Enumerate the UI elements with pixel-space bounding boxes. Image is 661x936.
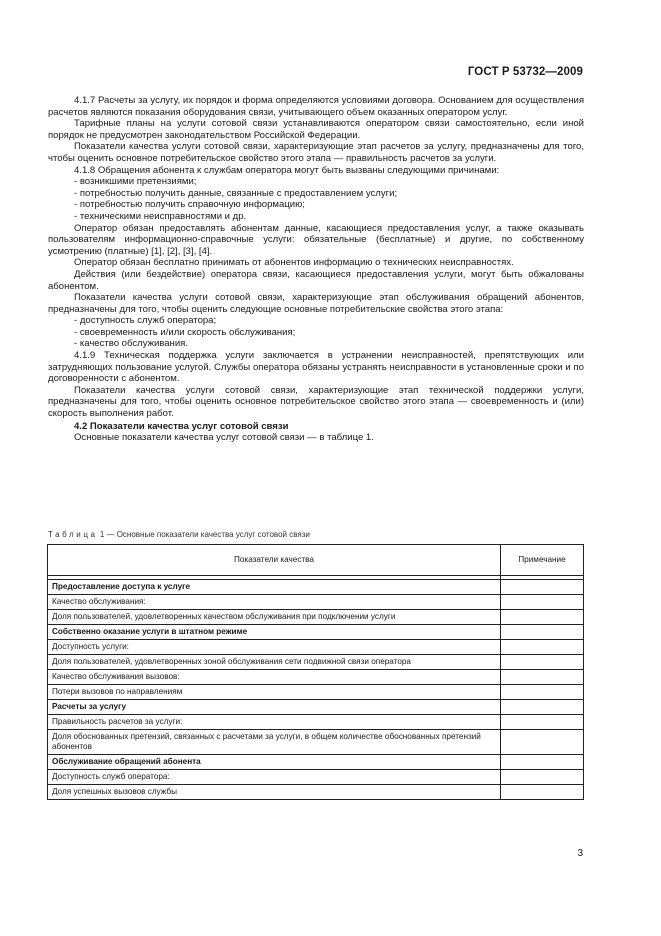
indicator-cell: Доступность услуги: [48,640,501,655]
table-section-row [48,580,584,595]
note-cell [501,770,584,785]
list-item: - техническими неисправностями и др. [74,210,247,222]
table-row [48,655,584,670]
table-section-row [48,700,584,715]
paragraph: 4.1.9 Техническая поддержка услуги заключается в устранении неисправностей, препятствующих или затрудняющих пользование услугой. Службы оператора обязаны устранять неисправности в установленные сроки и по договоренности с абонентом. [48,350,584,385]
list-item: - своевременность и/или скорость обслуживания; [74,326,296,338]
indicator-cell: Качество обслуживания: [48,595,501,610]
table-row [48,610,584,625]
page-number: 3 [577,848,583,859]
note-cell [501,625,584,640]
indicator-cell: Собственно оказание услуги в штатном режиме [48,625,501,640]
indicator-cell: Правильность расчетов за услуги: [48,715,501,730]
indicator-cell: Потери вызовов по направлениям [48,685,501,700]
indicator-cell: Доля пользователей, удовлетворенных качеством обслуживания при подключении услуги [48,610,501,625]
indicator-cell: Обслуживание обращений абонента [48,755,501,770]
document-number: ГОСТ Р 53732—2009 [467,66,583,78]
table-row [48,785,584,800]
note-cell [501,755,584,770]
note-cell [501,670,584,685]
paragraph: Показатели качества услуги сотовой связи, характеризующие этап обслуживания обращений абонентов, предназначены для того, чтобы оценить следующие основные потребительские свойства этого этапа: [48,292,584,315]
paragraph: Действия (или бездействие) оператора связи, касающиеся предоставления услуги, могут быть обжалованы абонентом. [48,268,584,292]
body-text [48,95,584,444]
list-item: - качество обслуживания. [74,338,188,350]
list-item: - доступность служб оператора; [74,315,217,327]
note-cell [501,580,584,595]
quality-indicators-table [47,544,584,800]
paragraph: 4.1.8 Обращения абонента к службам оператора могут быть вызваны следующими причинами: [74,164,500,176]
table-row [48,770,584,785]
table-section-row [48,625,584,640]
note-cell [501,700,584,715]
note-cell [501,715,584,730]
table-header-row [48,545,584,576]
paragraph: Показатели качества услуги сотовой связи, характеризующие этап технической поддержки услуги, предназначены для того, чтобы оценить основное потребительское свойство этого этапа — своевременность и (или) скорость выполнения работ. [48,384,584,420]
paragraph: Оператор обязан бесплатно принимать от абонентов информацию о технических неисправностях. [74,257,514,269]
table-header-note: Примечание [501,545,584,576]
table-caption [48,530,310,539]
note-cell [501,785,584,800]
paragraph: Основные показатели качества услуг сотовой связи — в таблице 1. [74,432,374,444]
section-heading: 4.2 Показатели качества услуг сотовой связи [74,420,289,432]
note-cell [501,610,584,625]
table-row [48,715,584,730]
table-row [48,670,584,685]
indicator-cell: Расчеты за услугу [48,700,501,715]
table-row [48,730,584,755]
indicator-cell: Предоставление доступа к услуге [48,580,501,595]
table-caption-label: Таблица [48,530,98,539]
list-item: - потребностью получить справочную информацию; [74,199,305,211]
indicator-cell: Доступность служб оператора: [48,770,501,785]
indicator-cell: Доля успешных вызовов службы [48,785,501,800]
list-item: - потребностью получить данные, связанные с предоставлением услуги; [74,187,398,199]
paragraph: 4.1.7 Расчеты за услугу, их порядок и форма определяются условиями договора. Основанием для осуществления расчетов являются показания оборудования связи, учитывающего объем оказанных оператором услуг. [48,95,584,118]
indicator-cell: Доля обоснованных претензий, связанных с расчетами за услуги, в общем количестве обоснованных претензий абонентов [48,730,501,755]
table-row [48,640,584,655]
note-cell [501,730,584,755]
table-section-row [48,755,584,770]
paragraph: Тарифные планы на услуги сотовой связи устанавливаются оператором связи самостоятельно, если иной порядок не предусмотрен законодательством Российской Федерации. [48,118,584,141]
paragraph: Показатели качества услуги сотовой связи, характеризующие этап расчетов за услугу, предназначены для того, чтобы оценить основное потребительское свойство этого этапа — правильность расчетов за услуги. [48,141,584,164]
note-cell [501,640,584,655]
table-caption-text: 1 — Основные показатели качества услуг сотовой связи [99,530,310,539]
indicator-cell: Качество обслуживания вызовов: [48,670,501,685]
note-cell [501,685,584,700]
paragraph: Оператор обязан предоставлять абонентам данные, касающиеся предоставления услуг, а также оказывать пользователям информационно-справочные услуги: обязательные (бесплатные) и другие, по собственному усмотрению (платные) [1], [2], [3], [4]. [48,222,584,257]
table-row [48,685,584,700]
table-row [48,595,584,610]
list-item: - возникшими претензиями; [74,176,197,188]
indicator-cell: Доля пользователей, удовлетворенных зоной обслуживания сети подвижной связи оператора [48,655,501,670]
note-cell [501,655,584,670]
table-header-indicators: Показатели качества [48,545,501,576]
note-cell [501,595,584,610]
